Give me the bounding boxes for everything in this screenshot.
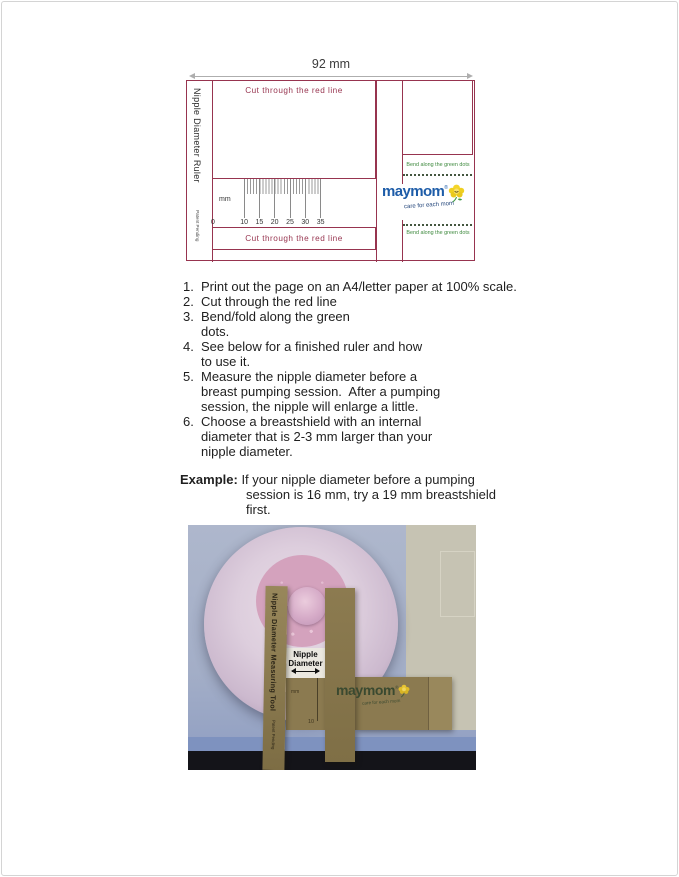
example-line: first. bbox=[246, 502, 271, 517]
photo-background-frame bbox=[440, 551, 475, 617]
ruler-minor-ticks bbox=[244, 179, 321, 194]
bend-instruction-top: Bend along the green dots bbox=[406, 162, 470, 168]
list-item bbox=[183, 279, 528, 294]
tool-left-strip bbox=[262, 586, 287, 770]
item-text bbox=[201, 279, 517, 294]
item-number: 1. bbox=[183, 279, 194, 294]
maymom-logo bbox=[382, 184, 470, 220]
item-number: 2. bbox=[183, 294, 194, 309]
tool-tick-label: 10 bbox=[308, 719, 315, 725]
tool-right-strip bbox=[325, 588, 355, 762]
item-line: Cut through the red line bbox=[201, 294, 337, 309]
registered-mark: ® bbox=[395, 685, 399, 690]
diameter-arrow-icon bbox=[288, 668, 323, 675]
green-dots-line-bottom bbox=[403, 224, 472, 226]
ruler-tick-20 bbox=[274, 179, 275, 218]
green-dots-line-top bbox=[403, 174, 472, 176]
tool-tick-line bbox=[317, 678, 318, 721]
maymom-brand-text: maymom bbox=[382, 183, 445, 200]
item-text bbox=[201, 309, 350, 339]
tool-title-vertical: Nipple Diameter Measuring Tool bbox=[268, 592, 280, 712]
item-number: 5. bbox=[183, 369, 194, 384]
item-number: 3. bbox=[183, 309, 194, 324]
cut-instruction-bottom: Cut through the red line bbox=[245, 234, 343, 243]
width-dimension-label: 92 mm bbox=[311, 57, 351, 71]
ruler-tick-10 bbox=[244, 179, 245, 218]
ruler-tick-label-30: 30 bbox=[301, 219, 310, 226]
ruler-template-diagram bbox=[186, 58, 476, 270]
arrow-bar bbox=[191, 76, 471, 77]
ruler-tick-label-25: 25 bbox=[286, 219, 294, 226]
arrow-right-head-icon bbox=[315, 668, 323, 674]
bend-instruction-bottom: Bend along the green dots bbox=[406, 230, 470, 236]
item-line: Choose a breastshield with an internal bbox=[201, 414, 422, 429]
item-line: to use it. bbox=[201, 354, 251, 369]
fold-panel-box bbox=[402, 80, 473, 155]
registered-mark: ® bbox=[444, 185, 448, 191]
item-number: 6. bbox=[183, 414, 194, 429]
item-line: See below for a finished ruler and how bbox=[201, 339, 423, 354]
item-line: breast pumping session. After a pumping bbox=[201, 384, 441, 399]
nipple-diameter-label bbox=[286, 648, 325, 668]
example-label: Example: bbox=[180, 472, 238, 487]
maymom-logo-photo bbox=[336, 682, 440, 706]
ruler-tick-35 bbox=[320, 179, 321, 218]
list-item bbox=[183, 309, 528, 339]
example-note bbox=[180, 472, 532, 517]
ruler-tick-label-15: 15 bbox=[255, 219, 264, 226]
cut-line-middle bbox=[376, 80, 377, 262]
maymom-tagline: care for each mom bbox=[403, 200, 455, 211]
instructions-list bbox=[183, 279, 528, 459]
list-item bbox=[183, 369, 528, 414]
list-item bbox=[183, 414, 528, 459]
tool-mm-label: mm bbox=[291, 689, 300, 695]
item-number: 4. bbox=[183, 339, 194, 354]
ruler-tick-15 bbox=[259, 179, 260, 218]
label-line: Nipple bbox=[293, 650, 318, 659]
product-photo bbox=[188, 525, 476, 770]
label-line: Diameter bbox=[288, 659, 323, 668]
list-item bbox=[183, 339, 528, 369]
cut-instruction-top: Cut through the red line bbox=[245, 86, 343, 95]
maymom-tagline: care for each mom bbox=[361, 698, 401, 706]
ruler-zero-label: 0 bbox=[211, 219, 215, 226]
item-text bbox=[201, 339, 422, 369]
item-line: Print out the page on an A4/letter paper at 100% scale. bbox=[201, 279, 517, 294]
ruler-title-vertical: Nipple Diameter Ruler bbox=[192, 88, 202, 183]
item-line: Measure the nipple diameter before a bbox=[201, 369, 418, 384]
ruler-mm-label: mm bbox=[219, 196, 231, 203]
example-line: session is 16 mm, try a 19 mm breastshield bbox=[246, 487, 496, 502]
item-line: diameter that is 2-3 mm larger than your bbox=[201, 429, 433, 444]
list-item bbox=[183, 294, 528, 309]
example-line: If your nipple diameter before a pumping bbox=[241, 472, 475, 487]
ruler-tick-30 bbox=[305, 179, 306, 218]
instruction-sheet bbox=[1, 1, 678, 876]
ruler-tick-25 bbox=[290, 179, 291, 218]
arrow-right-head-icon bbox=[467, 73, 476, 79]
tool-bridge bbox=[286, 678, 325, 730]
ruler-tick-label-20: 20 bbox=[270, 219, 279, 226]
maymom-brand-text: maymom bbox=[336, 682, 396, 698]
item-text bbox=[201, 414, 432, 459]
ruler-tick-label-35: 35 bbox=[316, 219, 325, 226]
cut-box-top bbox=[212, 80, 376, 179]
maymom-flower-icon bbox=[398, 684, 410, 698]
cut-box-bottom bbox=[212, 227, 376, 250]
item-line: nipple diameter. bbox=[201, 444, 293, 459]
tool-patent-label: Patent Pending bbox=[270, 719, 277, 750]
item-text bbox=[201, 369, 440, 414]
nipple-diameter-label-patch bbox=[286, 648, 325, 678]
nipple bbox=[288, 587, 326, 625]
item-text bbox=[201, 294, 337, 309]
item-line: Bend/fold along the green bbox=[201, 309, 350, 324]
item-line: dots. bbox=[201, 324, 230, 339]
ruler-tick-label-10: 10 bbox=[240, 219, 248, 226]
item-line: session, the nipple will enlarge a little. bbox=[201, 399, 419, 414]
patent-pending-label: Patent Pending bbox=[195, 210, 200, 242]
